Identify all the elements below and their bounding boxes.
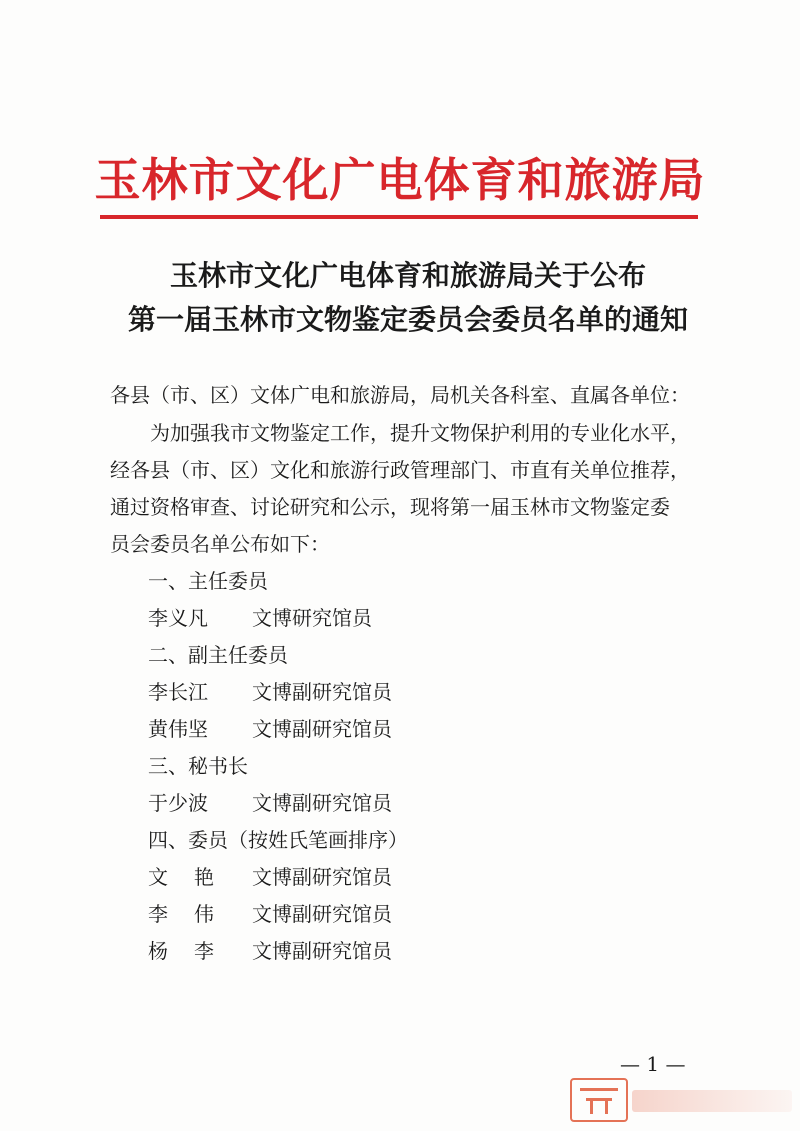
member-title: 文博副研究馆员 [252,865,392,889]
body-line-2: 经各县（市、区）文化和旅游行政管理部门、市直有关单位推荐， [110,458,690,482]
member-title: 文博研究馆员 [252,606,372,630]
member-title: 文博副研究馆员 [252,680,392,704]
member-row [148,600,372,637]
member-name: 文艳 [148,865,240,889]
document-title-line-2: 第一届玉林市文物鉴定委员会委员名单的通知 [127,303,688,336]
letterhead-red-rule [100,215,698,219]
member-name: 于少波 [148,791,208,815]
section-heading-vice-chair: 二、副主任委员 [148,643,288,667]
member-title: 文博副研究馆员 [252,791,392,815]
member-row [148,896,392,933]
section-heading-chair: 一、主任委员 [148,569,268,593]
body-line-1: 为加强我市文物鉴定工作，提升文物保护利用的专业化水平， [150,421,690,445]
member-name: 杨李 [148,939,240,963]
salutation: 各县（市、区）文体广电和旅游局，局机关各科室、直属各单位： [110,383,690,407]
member-row [148,674,392,711]
section-heading-members: 四、委员（按姓氏笔画排序） [148,828,408,852]
member-name: 李伟 [148,902,240,926]
document-title-line-1: 玉林市文化广电体育和旅游局关于公布 [169,259,646,292]
member-name: 李长江 [148,680,208,704]
member-row [148,711,392,748]
member-row [148,859,392,896]
member-title: 文博副研究馆员 [252,902,392,926]
member-title: 文博副研究馆员 [252,717,392,741]
body-line-3: 通过资格审查、讨论研究和公示，现将第一届玉林市文物鉴定委 [110,495,670,519]
letterhead-org-name: 玉林市文化广电体育和旅游局 [94,153,706,207]
section-heading-secretary-general: 三、秘书长 [148,754,248,778]
watermark-banner [632,1090,792,1112]
watermark-logo-icon [570,1078,628,1122]
member-row [148,785,392,822]
member-name: 李义凡 [148,606,208,630]
member-row [148,933,392,970]
page-number: — 1 — [620,1052,686,1076]
member-name: 黄伟坚 [148,717,208,741]
member-title: 文博副研究馆员 [252,939,392,963]
body-line-4: 员会委员名单公布如下： [110,532,330,556]
